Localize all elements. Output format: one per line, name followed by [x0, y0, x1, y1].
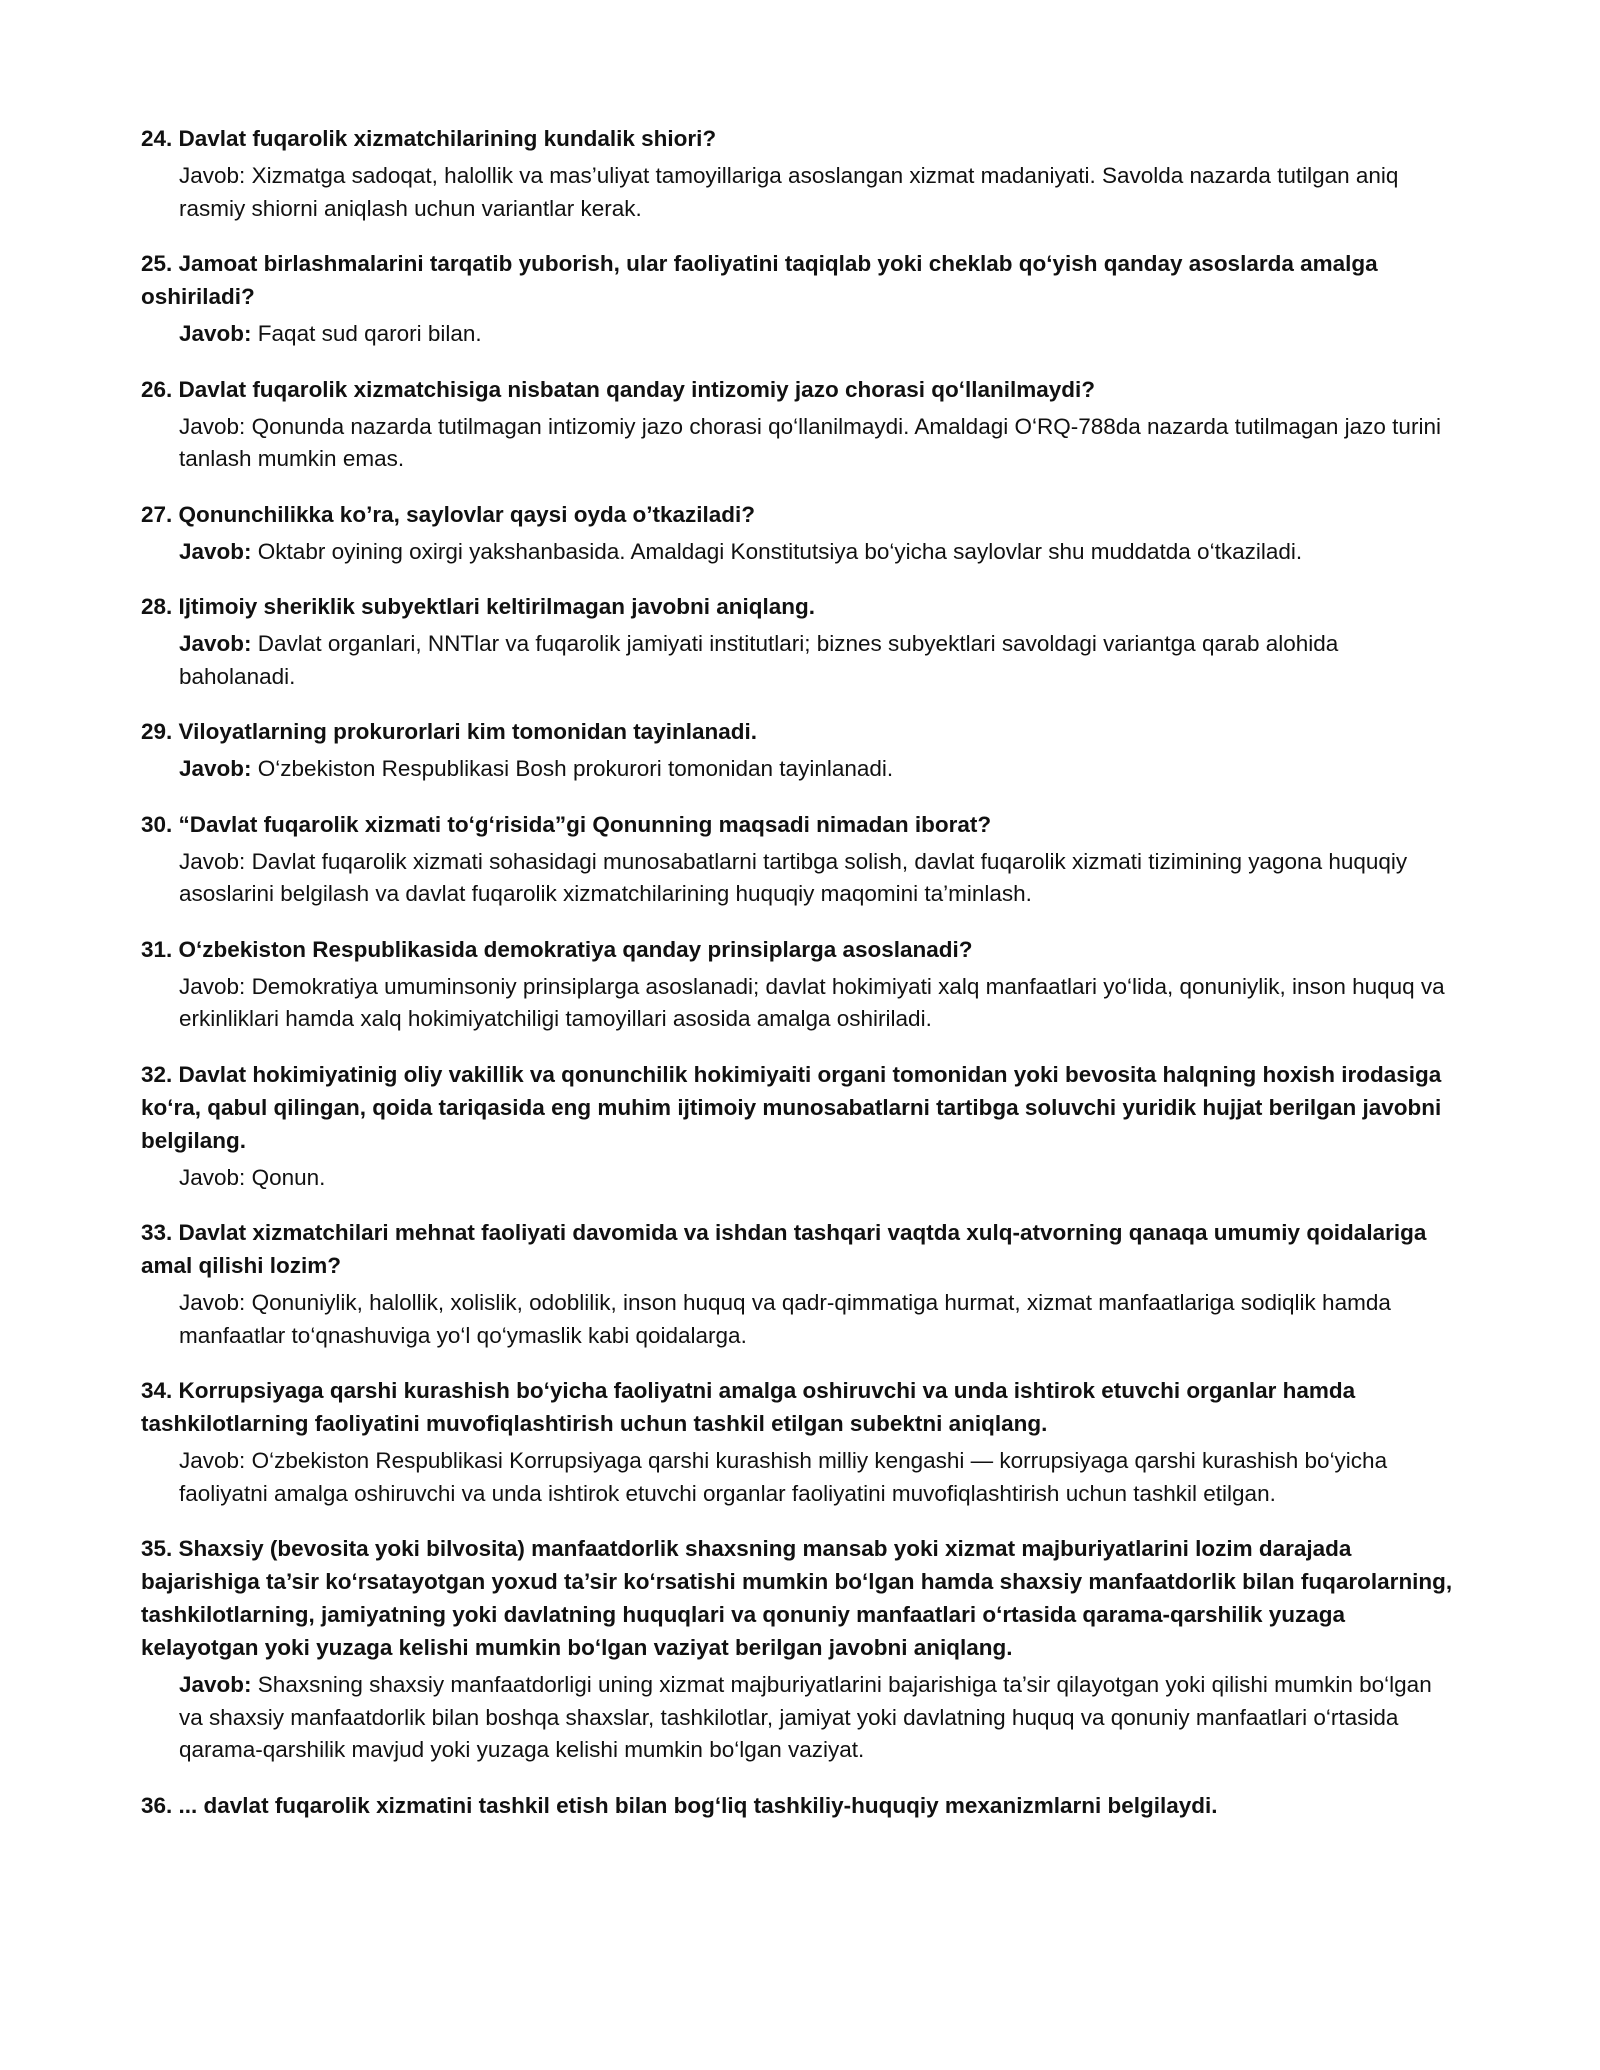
question-text: 24. Davlat fuqarolik xizmatchilarining kundalik shiori?	[141, 126, 717, 151]
answer-text: O‘zbekiston Respublikasi Korrupsiyaga qarshi kurashish milliy kengashi — korrupsiyaga qarshi kurashish bo‘yicha faoliyatni amalga oshiruvchi va unda ishtirok etuvchi organlar faoliyatini muvofiqlashtirish uchun tashkil etilgan.	[179, 1448, 1388, 1506]
answer-label: Javob:	[179, 1448, 246, 1473]
answer	[179, 1669, 1460, 1767]
answer	[179, 318, 1460, 351]
answer-label: Javob:	[179, 631, 252, 656]
answer	[179, 1287, 1460, 1352]
question-text: 26. Davlat fuqarolik xizmatchisiga nisbatan qanday intizomiy jazo chorasi qo‘llanilmaydi?	[141, 376, 1095, 402]
answer-label: Javob:	[179, 1672, 252, 1697]
answer-text: Oktabr oyining oxirgi yakshanbasida. Amaldagi Konstitutsiya bo‘yicha saylovlar shu muddatda o‘tkaziladi.	[257, 538, 1303, 564]
qa-item	[141, 808, 1460, 911]
answer	[179, 971, 1460, 1036]
question-text: 31. O‘zbekiston Respublikasida demokratiya qanday prinsiplarga asoslanadi?	[141, 936, 973, 962]
qa-item	[141, 122, 1460, 225]
qa-item	[141, 1532, 1460, 1767]
answer	[179, 160, 1460, 225]
qa-item	[141, 590, 1460, 693]
answer	[179, 411, 1460, 476]
answer	[179, 536, 1460, 569]
answer-label: Javob:	[179, 973, 246, 999]
answer-label: Javob:	[179, 413, 246, 439]
answer	[179, 628, 1460, 693]
answer-label: Javob:	[179, 1164, 246, 1190]
question-text: 35. Shaxsiy (bevosita yoki bilvosita) manfaatdorlik shaxsning mansab yoki xizmat majburiyatlarini lozim darajada bajarishiga ta’sir ko‘rsatayotgan yoxud ta’sir ko‘rsatishi mumkin bo‘lgan hamda shaxsiy manfaatdorlik bilan fuqarolarning, tashkilotlarning, jamiyatning yoki davlatning huquqlari va qonuniy manfaatlari o‘rtasida qarama-qarshilik yuzaga kelayotgan yoki yuzaga kelishi mumkin bo‘lgan vaziyat berilgan javobni aniqlang.	[141, 1536, 1453, 1660]
answer-label: Javob:	[179, 321, 252, 346]
answer-label: Javob:	[179, 538, 252, 564]
qa-item	[141, 247, 1460, 351]
answer	[179, 846, 1460, 911]
answer-label: Javob:	[179, 756, 252, 781]
qa-item	[141, 715, 1460, 786]
answer-text: Qonunda nazarda tutilmagan intizomiy jazo chorasi qo‘llanilmaydi. Amaldagi O‘RQ-788da nazarda tutilmagan jazo turini tanlash mumkin emas.	[179, 413, 1441, 471]
qa-item	[141, 498, 1460, 569]
answer-text: Qonuniylik, halollik, xolislik, odoblilik, inson huquq va qadr-qimmatiga hurmat, xizmat manfaatlariga sodiqlik hamda manfaatlar to‘qnashuviga yo‘l qo‘ymaslik kabi qoidalarga.	[179, 1290, 1391, 1348]
qa-item	[141, 1789, 1460, 1822]
qa-item	[141, 373, 1460, 476]
answer-text: Qonun.	[251, 1164, 326, 1190]
answer-text: Davlat organlari, NNTlar va fuqarolik jamiyati institutlari; biznes subyektlari savoldagi variantga qarab alohida baholanadi.	[179, 631, 1339, 689]
qa-item	[141, 1058, 1460, 1195]
answer	[179, 1445, 1460, 1510]
question-text: 30. “Davlat fuqarolik xizmati to‘g‘risida”gi Qonunning maqsadi nimadan iborat?	[141, 811, 992, 837]
question-text: 32. Davlat hokimiyatinig oliy vakillik va qonunchilik hokimiyaiti organi tomonidan yoki bevosita halqning hoxish irodasiga ko‘ra, qabul qilingan, qoida tariqasida eng muhim ijtimoiy munosabatlarni tartibga soluvchi yuridik hujjat berilgan javobni belgilang.	[141, 1061, 1442, 1153]
question-text: 36. ... davlat fuqarolik xizmatini tashkil etish bilan bog‘liq tashkiliy-huquqiy mexanizmlarni belgilaydi.	[141, 1792, 1218, 1818]
qa-item	[141, 933, 1460, 1036]
answer-text: Demokratiya umuminsoniy prinsiplarga asoslanadi; davlat hokimiyati xalq manfaatlari yo‘lida, qonuniylik, inson huquq va erkinliklari hamda xalq hokimiyatchiligi tamoyillari asosida amalga oshiriladi.	[179, 973, 1445, 1031]
question-text: 27. Qonunchilikka ko’ra, saylovlar qaysi oyda o’tkaziladi?	[141, 501, 755, 527]
answer-text: Davlat fuqarolik xizmati sohasidagi munosabatlarni tartibga solish, davlat fuqarolik xizmati tizimining yagona huquqiy asoslarini belgilash va davlat fuqarolik xizmatchilarining huquqiy maqomini ta’minlash.	[179, 848, 1408, 906]
answer-text: O‘zbekiston Respublikasi Bosh prokurori tomonidan tayinlanadi.	[257, 756, 894, 781]
question-text: 34. Korrupsiyaga qarshi kurashish bo‘yicha faoliyatni amalga oshiruvchi va unda ishtirok etuvchi organlar hamda tashkilotlarning faoliyatini muvofiqlashtirish uchun tashkil etilgan subektni aniqlang.	[141, 1378, 1356, 1436]
answer-label: Javob:	[179, 1290, 246, 1315]
question-text: 33. Davlat xizmatchilari mehnat faoliyati davomida va ishdan tashqari vaqtda xulq-atvorning qanaqa umumiy qoidalariga amal qilishi lozim?	[141, 1220, 1427, 1278]
qa-item	[141, 1374, 1460, 1510]
answer-text: Xizmatga sadoqat, halollik va mas’uliyat tamoyillariga asoslangan xizmat madaniyati. Savolda nazarda tutilgan aniq rasmiy shiorni aniqlash uchun variantlar kerak.	[179, 163, 1399, 221]
qa-item	[141, 1216, 1460, 1352]
answer-label: Javob:	[179, 848, 246, 874]
answer-label: Javob:	[179, 163, 246, 188]
answer-text: Faqat sud qarori bilan.	[257, 321, 482, 346]
question-text: 28. Ijtimoiy sheriklik subyektlari keltirilmagan javobni aniqlang.	[141, 594, 815, 619]
question-text: 29. Viloyatlarning prokurorlari kim tomonidan tayinlanadi.	[141, 719, 757, 744]
answer	[179, 753, 1460, 786]
answer	[179, 1162, 1460, 1195]
answer-text: Shaxsning shaxsiy manfaatdorligi uning xizmat majburiyatlarini bajarishiga ta’sir qilayotgan yoki qilishi mumkin bo‘lgan va shaxsiy manfaatdorlik bilan boshqa shaxslar, tashkilotlar, jamiyat yoki davlatning huquq va qonuniy manfaatlari o‘rtasida qarama-qarshilik mavjud yoki yuzaga kelishi mumkin bo‘lgan vaziyat.	[179, 1672, 1432, 1762]
question-text: 25. Jamoat birlashmalarini tarqatib yuborish, ular faoliyatini taqiqlab yoki cheklab qo‘yish qanday asoslarda amalga oshiriladi?	[141, 251, 1378, 309]
